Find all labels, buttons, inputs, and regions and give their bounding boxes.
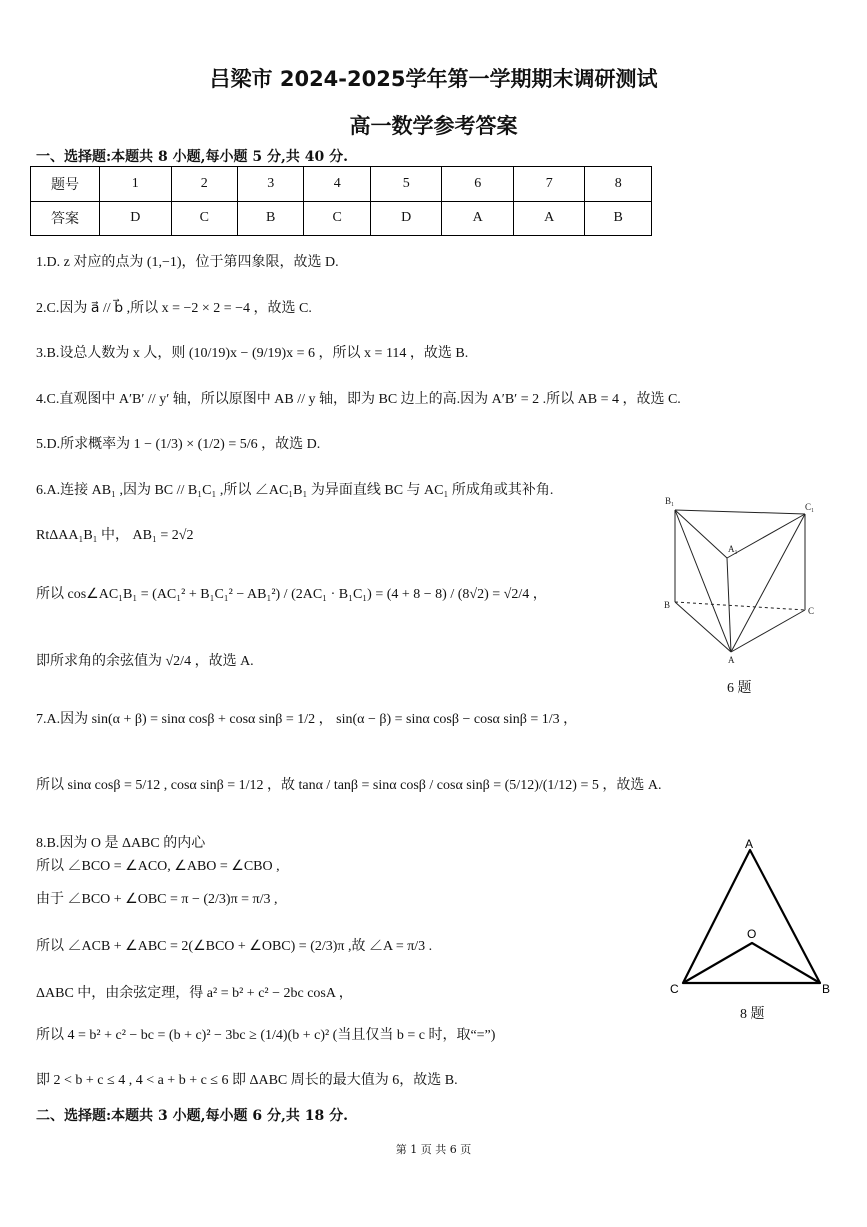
solution-6-line-2: RtΔAA₁B₁ 中， AB₁ = 2√2: [36, 528, 194, 543]
section-1-heading: 一、选择题:本题共 8 小题,每小题 5 分,共 40 分.: [36, 149, 348, 165]
label-b: B: [664, 600, 671, 610]
angle-boc: [683, 943, 820, 983]
label-a: A: [745, 837, 754, 851]
solution-3: 3.B.设总人数为 x 人，则 (10/19)x − (9/19)x = 6 ，所以 x = 114 ，故选 B.: [36, 346, 469, 361]
table-header-label: 题号: [31, 167, 100, 202]
label-a1: A₁: [728, 544, 738, 554]
label-c: C: [808, 606, 815, 616]
solution-8-line-7: 即 2 < b + c ≤ 4 , 4 < a + b + c ≤ 6 即 ΔABC 周长的最大值为 6，故选 B.: [36, 1073, 458, 1088]
label-c: C: [670, 982, 679, 996]
triangle-abc: [683, 850, 820, 983]
label-b1: B₁: [665, 496, 675, 506]
label-c1: C₁: [805, 502, 815, 512]
figure-8-triangle: [665, 835, 840, 1000]
solution-8-line-6: 所以 4 = b² + c² − bc = (b + c)² − 3bc ≥ (1/4)(b + c)² (当且仅当 b = c 时，取“=”): [36, 1028, 496, 1043]
solution-8-line-4: 所以 ∠ACB + ∠ABC = 2(∠BCO + ∠OBC) = (2/3)π ,故 ∠A = π/3 .: [36, 939, 433, 954]
table-cell: 3: [237, 167, 303, 202]
table-cell: D: [370, 201, 442, 236]
solution-7-line-1: 7.A.因为 sin(α + β) = sinα cosβ + cosα sinβ = 1/2 ， sin(α − β) = sinα cosβ − cosα sinβ = 1/3 ，: [36, 712, 578, 727]
table-cell: 6: [442, 167, 514, 202]
edge-b-a: [675, 602, 731, 652]
label-a: A: [728, 655, 735, 665]
table-cell: C: [304, 201, 370, 236]
table-cell: D: [100, 201, 172, 236]
page-subtitle: 高一数学参考答案: [349, 114, 518, 138]
edge-b-c-hidden: [675, 602, 805, 610]
table-cell: 5: [370, 167, 442, 202]
table-cell: 1: [100, 167, 172, 202]
edge-b1-c1: [675, 510, 805, 514]
section-2-heading: 二、选择题:本题共 3 小题,每小题 6 分,共 18 分.: [36, 1108, 348, 1124]
table-answer-label: 答案: [31, 201, 100, 236]
page-title: 吕梁市 2024-2025学年第一学期期末调研测试: [209, 67, 658, 91]
solution-6-line-4: 即所求角的余弦值为 √2/4 ，故选 A.: [36, 654, 254, 669]
label-o: O: [747, 927, 757, 941]
solution-8-line-3: 由于 ∠BCO + ∠OBC = π − (2/3)π = π/3 ,: [36, 892, 278, 907]
page-footer: 第 1 页 共 6 页: [395, 1143, 472, 1156]
solution-8-line-2: 所以 ∠BCO = ∠ACO, ∠ABO = ∠CBO ,: [36, 859, 280, 874]
table-cell: 7: [513, 167, 585, 202]
solution-2: 2.C.因为 a⃗ // b⃗ ,所以 x = −2 × 2 = −4 ，故选 C.: [36, 301, 312, 316]
figure-6-caption: 6 题: [727, 681, 752, 696]
figure-6-prism: [655, 490, 825, 670]
solution-6-line-1: 6.A.连接 AB₁ ,因为 BC // B₁C₁ ,所以 ∠AC₁B₁ 为异面直线 BC 与 AC₁ 所成角或其补角.: [36, 483, 554, 498]
solution-8-line-5: ΔABC 中，由余弦定理，得 a² = b² + c² − 2bc cosA ，: [36, 986, 353, 1001]
table-cell: B: [585, 201, 652, 236]
table-cell: 4: [304, 167, 370, 202]
table-cell: C: [171, 201, 237, 236]
table-cell: B: [237, 201, 303, 236]
label-b: B: [822, 982, 831, 996]
solution-5: 5.D.所求概率为 1 − (1/3) × (1/2) = 5/6 ，故选 D.: [36, 437, 321, 452]
table-cell: 2: [171, 167, 237, 202]
diag-a-b1: [675, 510, 731, 652]
table-cell: 8: [585, 167, 652, 202]
table-row-numbers: [31, 167, 652, 202]
answer-table: [30, 166, 652, 236]
solution-1: 1.D. z 对应的点为 (1,−1)，位于第四象限，故选 D.: [36, 255, 339, 270]
table-row-answers: [31, 201, 652, 236]
solution-4: 4.C.直观图中 A′B′ // y′ 轴，所以原图中 AB // y 轴，即为 BC 边上的高.因为 A′B′ = 2 .所以 AB = 4 ，故选 C.: [36, 392, 681, 407]
edge-b1-a1: [675, 510, 727, 558]
solution-8-line-1: 8.B.因为 O 是 ΔABC 的内心: [36, 836, 206, 851]
solution-6-line-3: 所以 cos∠AC₁B₁ = (AC₁² + B₁C₁² − AB₁²) / (2AC₁ · B₁C₁) = (4 + 8 − 8) / (8√2) = √2/4 ，: [36, 587, 547, 602]
figure-8-caption: 8 题: [740, 1007, 765, 1022]
table-cell: A: [442, 201, 514, 236]
solution-7-line-2: 所以 sinα cosβ = 5/12 , cosα sinβ = 1/12 ，故 tanα / tanβ = sinα cosβ / cosα sinβ = (5/12)/(1/12) = 5 ，故选 A.: [36, 778, 662, 793]
table-cell: A: [513, 201, 585, 236]
